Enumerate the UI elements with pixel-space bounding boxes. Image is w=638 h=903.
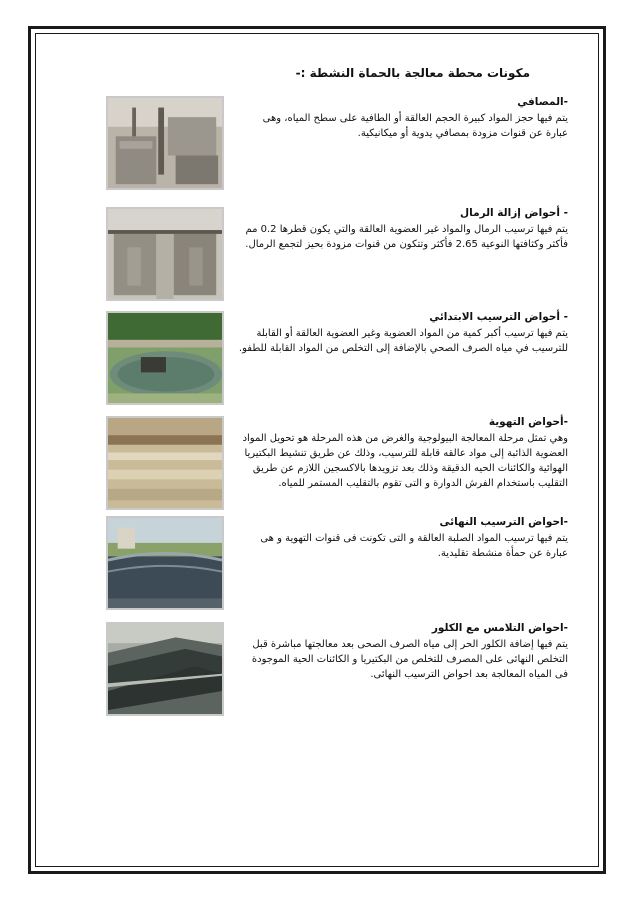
section-body: يتم فيها حجز المواد كبيرة الحجم العالقة أو الطافية على سطح المياه، وهى عبارة عن قنوات مزودة بمصافي يدوية أو ميكانيكية. [262,113,568,139]
screens-text [238,96,568,141]
section-grit-removal [106,207,568,303]
section-heading: - أحواض إزالة الرمال [460,207,568,219]
section-body: يتم فيها ترسيب أكبر كمية من المواد العضوية وغير العضوية العالقة أو القابلة للترسيب في مياه الصرف الصحي بالإضافة إلى التخلص من المواد القابلة للطفو. [238,328,568,354]
section-heading: - أحواض الترسيب الابتدائي [429,311,568,323]
aeration-photo [106,416,224,510]
grit-removal-photo [106,207,224,301]
section-body: وهي تمثل مرحلة المعالجة البيولوجية والغرض من هذه المرحلة هو تحويل المواد العضوية الذائبة إلى مواد عالقه قابلة للترسيب، وذلك عن طريق تنشيط البكتيريا الهوائية والكائنات الحيه الدقيقة وذلك بعد تزويدها بالاكسجين اللازم عن طريق التقليب باستخدام الفرش الدوارة و التى تقوم بالتقليب المستمر للمياه. [242,433,568,489]
section-body: يتم فيها إضافة الكلور الحر إلى مياه الصرف الصحى بعد معالجتها مباشرة قبل التخلص النهائى على المصرف للتخلص من البكتيريا و الكائنات الحية الموجودة فى المياه المعالجة بعد احواض الترسيب النهائى. [251,639,568,680]
grit-removal-text [238,207,568,252]
section-chlorine-contact [106,622,568,718]
aeration-text [238,416,568,491]
chlorine-contact-photo [106,622,224,716]
section-aeration [106,416,568,512]
section-body: يتم فيها ترسيب الرمال والمواد غير العضوية العالقة والتي يكون قطرها 0.2 مم فأكثر وكثافتها النوعية 2.65 فأكثر وتتكون من قنوات مزودة بحيز لتجمع الرمال. [245,224,568,250]
section-screens [106,96,568,192]
page-title: مكونات محطة معالجة بالحماة النشطة :- [295,66,530,80]
primary-sedimentation-text [238,311,568,356]
section-heading: -أحواض التهوية [488,416,568,428]
section-final-sedimentation [106,516,568,612]
final-sedimentation-text [238,516,568,561]
chlorine-contact-text [238,622,568,682]
section-heading: -المصافي [517,96,568,108]
final-sedimentation-photo [106,516,224,610]
screens-photo [106,96,224,190]
primary-sedimentation-photo [106,311,224,405]
section-heading: -احواض التلامس مع الكلور [431,622,568,634]
section-body: يتم فيها ترسيب المواد الصلبة العالقة و التى تكونت فى قنوات التهوية و هى عبارة عن حمأة منشطة تقليدية. [260,533,568,559]
section-primary-sedimentation [106,311,568,407]
section-heading: -احواض الترسيب النهائى [439,516,568,528]
